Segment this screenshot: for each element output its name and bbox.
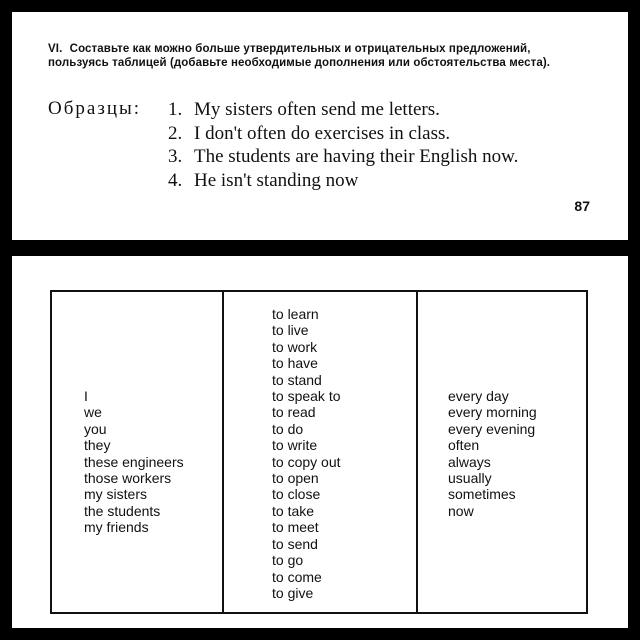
subject-item: the students: [84, 502, 161, 519]
verb-item: to do: [272, 420, 304, 437]
subject-item: they: [84, 437, 111, 454]
book-page-bottom: [12, 256, 628, 628]
subject-item: I: [84, 388, 88, 404]
adverbs-list: [448, 388, 537, 519]
example-item: [168, 169, 518, 193]
subject-item: you: [84, 420, 107, 437]
adverb-item: every morning: [448, 404, 537, 421]
adverb-item: every day: [448, 388, 509, 404]
adverb-item: always: [448, 453, 491, 470]
example-item: [168, 98, 518, 122]
example-text: My sisters often send me letters.: [194, 99, 440, 120]
adverb-item: now: [448, 502, 474, 519]
verb-item: to send: [272, 535, 318, 552]
verb-item: to work: [272, 338, 318, 355]
page-number: 87: [574, 198, 590, 214]
verb-item: to give: [272, 584, 314, 601]
exercise-instruction: [48, 42, 592, 70]
example-number: 2.: [168, 122, 183, 144]
example-number: 4.: [168, 169, 183, 191]
adverb-item: often: [448, 437, 480, 454]
verb-item: to read: [272, 404, 316, 421]
adverb-item: usually: [448, 470, 492, 487]
subject-item: we: [84, 404, 102, 421]
examples-list: [168, 98, 518, 192]
verb-item: to speak to: [272, 388, 341, 405]
verbs-column: [224, 292, 418, 612]
subjects-list: [84, 388, 184, 536]
verb-item: to take: [272, 502, 315, 519]
subject-item: these engineers: [84, 453, 184, 470]
adverb-item: sometimes: [448, 486, 516, 503]
verb-item: to close: [272, 486, 321, 503]
exercise-number: VI.: [48, 43, 63, 55]
subject-item: those workers: [84, 470, 172, 487]
example-item: [168, 145, 518, 169]
verb-item: to come: [272, 568, 322, 585]
subject-item: my sisters: [84, 486, 147, 503]
example-number: 3.: [168, 146, 183, 167]
book-page-top: [12, 12, 628, 240]
exercise-text: Составьте как можно больше утвердительных и отрицательных предложений, пользуясь таблицей (добавьте необходимые дополнения или обстоятельства места).: [48, 43, 551, 69]
examples-label: Образцы:: [48, 98, 142, 119]
verb-item: to have: [272, 355, 318, 372]
substitution-table: [50, 290, 588, 614]
verb-item: to go: [272, 552, 304, 569]
example-text: He isn't standing now: [194, 169, 359, 191]
adverb-item: every evening: [448, 420, 536, 437]
example-text: The students are having their English now.: [194, 146, 519, 167]
adverbs-column: [418, 292, 586, 612]
example-item: [168, 122, 518, 146]
example-text: I don't often do exercises in class.: [194, 122, 451, 144]
example-number: 1.: [168, 99, 183, 120]
verbs-list: [272, 306, 341, 601]
verb-item: to live: [272, 322, 309, 339]
verb-item: to write: [272, 437, 318, 454]
verb-item: to open: [272, 470, 319, 487]
subject-item: my friends: [84, 519, 149, 536]
verb-item: to learn: [272, 306, 319, 322]
subjects-column: [52, 292, 224, 612]
verb-item: to copy out: [272, 453, 341, 470]
verb-item: to stand: [272, 371, 322, 388]
verb-item: to meet: [272, 519, 319, 536]
